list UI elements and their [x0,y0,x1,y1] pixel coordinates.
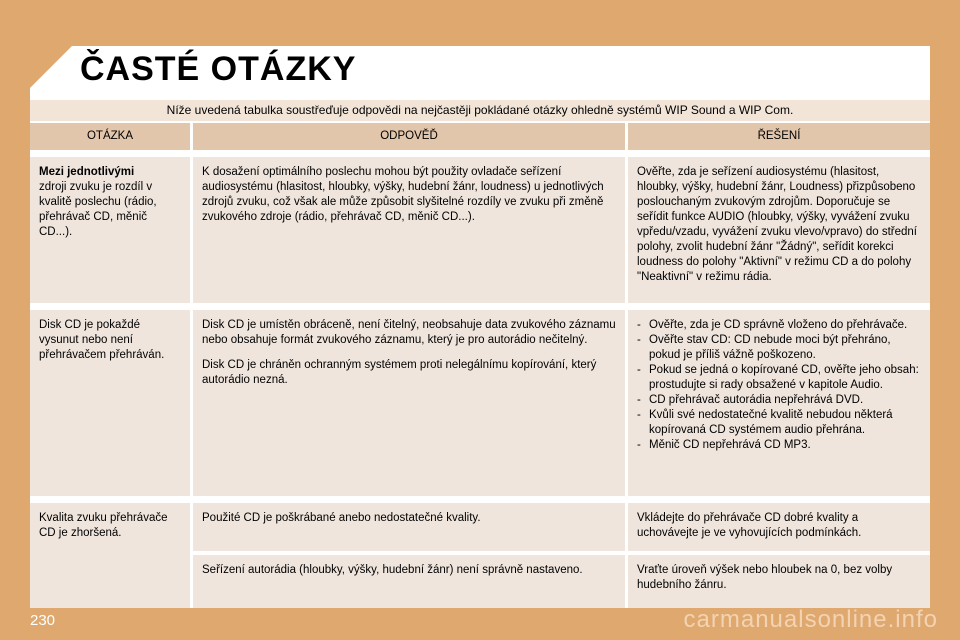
row2-answer [193,310,625,496]
list-item: - Ověřte, zda je CD správně vloženo do přehrávače. [637,319,908,331]
row1-solution-text: Ověřte, zda je seřízení audiosystému (hlasitost, hloubky, výšky, hudební žánr, Loudness) přizpůsobeno poslouchaným zvukovým zdrojům. Doporučuje se seřídit funkce AUDIO (hloubky, výšky, vyvážení zvuku vpředu/vzadu, vyvážení zvuku vlevo/vpravo) do střední polohy, zvolit hudební žánr "Žádný", seřídit korekci loudness do polohy "Aktivní" v režimu CD a do polohy "Neaktivní" v režimu rádia. [637,166,917,283]
row2-solution [628,310,930,496]
row1-solution [628,157,930,303]
row3-question [30,503,190,608]
row1-question-text: zdroji zvuku je rozdíl v kvalitě poslechu (rádio, přehrávač CD, měnič CD...). [39,181,157,238]
row3-answer-text-2: Seřízení autorádia (hloubky, výšky, hudební žánr) není správně nastaveno. [202,564,583,576]
row3-solution-2 [628,555,930,608]
row2-answer-text-1: Disk CD je umístěn obráceně, není čitelný, neobsahuje data zvukového záznamu nebo obsahuje formát zvukového záznamu, který je pro autorádio nečitelný. [202,319,616,346]
page-title: ČASTÉ OTÁZKY [80,50,357,88]
header-question: OTÁZKA [30,123,190,150]
row1-answer [193,157,625,303]
row2-question-text: Disk CD je pokaždé vysunut nebo není přehrávačem přehráván. [39,319,165,361]
row3-question-text: Kvalita zvuku přehrávače CD je zhoršená. [39,512,168,539]
row3-solution-text-1: Vkládejte do přehrávače CD dobré kvality a uchovávejte je ve vyhovujících podmínkách. [637,512,862,539]
row2-question [30,310,190,496]
row2-solution-list [637,318,922,453]
row3-answer-2 [193,555,625,608]
header-solution: ŘEŠENÍ [628,123,930,150]
row3-answer-text-1: Použité CD je poškrábané anebo nedostatečné kvality. [202,512,481,524]
intro-text: Níže uvedená tabulka soustřeďuje odpovědi na nejčastěji pokládané otázky ohledně systémů WIP Sound a WIP Com. [30,100,930,121]
row3-answer-1 [193,503,625,551]
row3-solution-text-2: Vraťte úroveň výšek nebo hloubek na 0, bez volby hudebního žánru. [637,564,893,591]
page-number: 230 [30,612,56,629]
row1-answer-text: K dosažení optimálního poslechu mohou být použity ovladače seřízení audiosystému (hlasitost, hloubky, výšky, hudební žánr, loudness) u jednotlivých zdrojů zvuku, což však ale může způsobit slyšitelné rozdíly ve zvuku při změně zvukového zdroje (rádio, přehrávač CD, měnič CD...). [202,166,604,223]
row3-solution-1 [628,503,930,551]
list-item: - Ověřte stav CD: CD nebude moci být přehráno, pokud je příliš vážně poškozeno. [637,334,891,361]
list-item: - Kvůli své nedostatečné kvalitě nebudou některá kopírovaná CD systémem audio přehrána. [637,409,893,436]
row1-question-bold: Mezi jednotlivými [39,166,135,178]
list-item: - Měnič CD nepřehrává CD MP3. [637,439,811,451]
list-item: - Pokud se jedná o kopírované CD, ověřte jeho obsah: prostudujte si rady obsažené v kapitole Audio. [637,364,919,391]
page-corner-cut [30,46,72,88]
row1-question [30,157,190,303]
watermark: carmanualsonline.info [683,606,938,633]
list-item: - CD přehrávač autorádia nepřehrává DVD. [637,394,864,406]
header-answer: ODPOVĚĎ [193,123,625,150]
row2-answer-text-2: Disk CD je chráněn ochranným systémem proti nelegálnímu kopírování, který autorádio nezná. [202,359,597,386]
